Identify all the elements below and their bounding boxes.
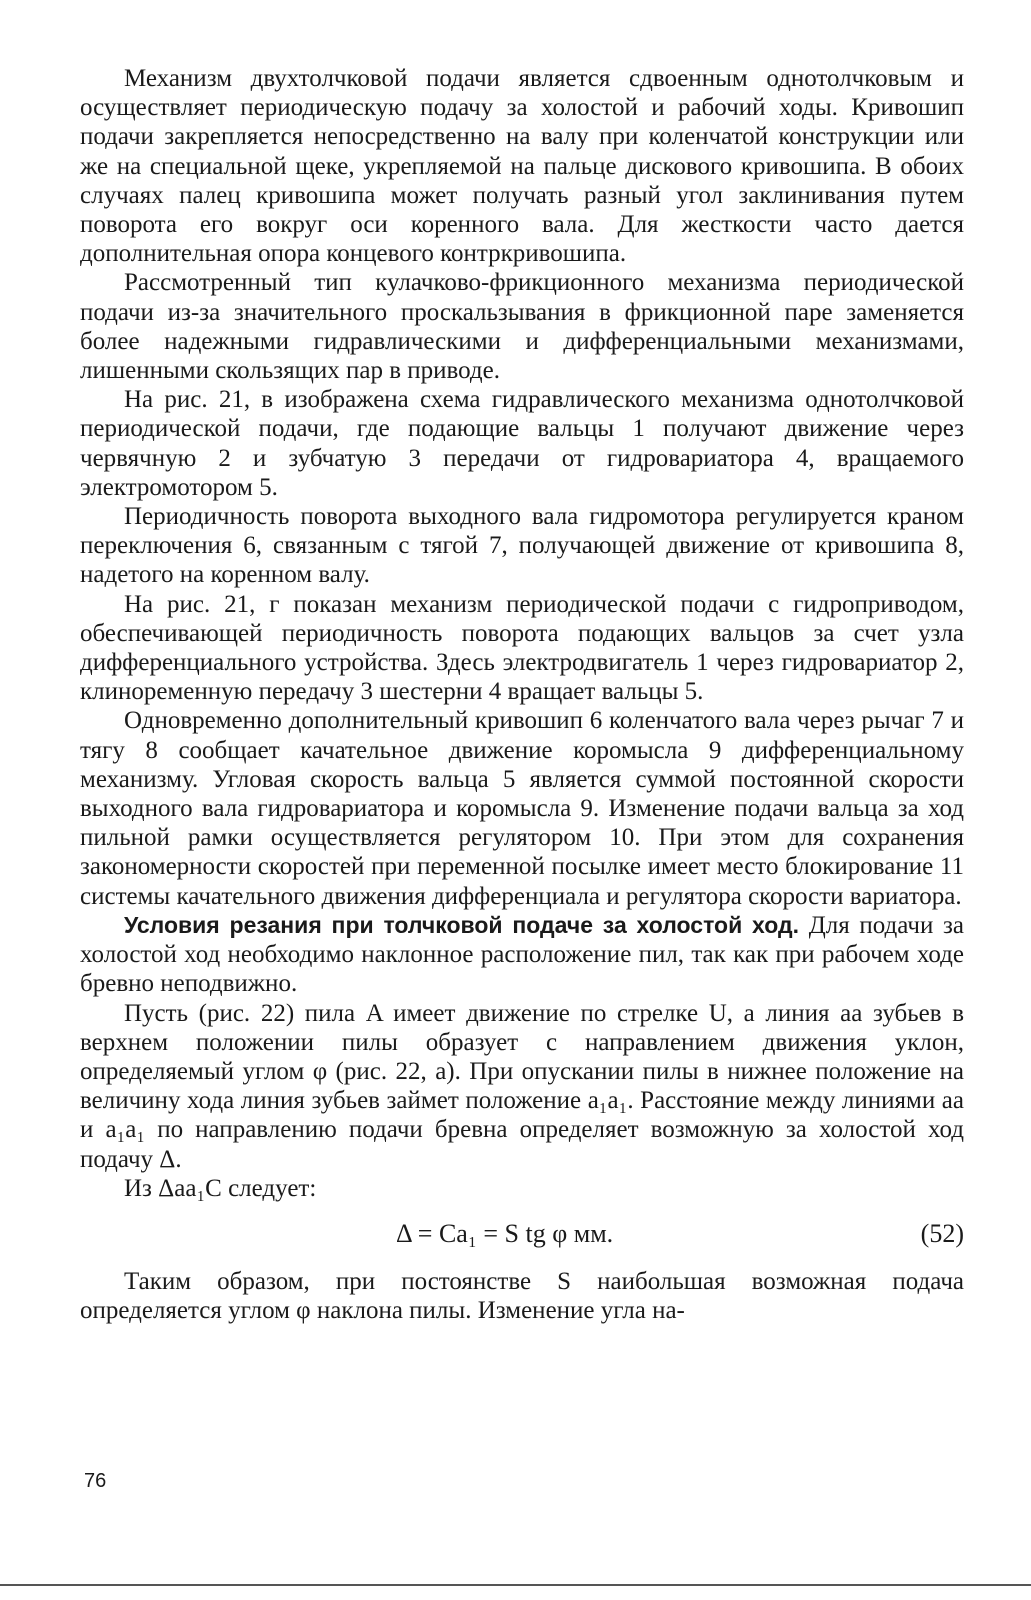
- formula-52: [80, 1209, 964, 1257]
- paragraph-6: Одновременно дополнительный кривошип 6 коленчатого вала через рычаг 7 и тягу 8 сообщает качательное движение коромысла 9 дифференциальному механизму. Угловая скорость вальца 5 является суммой постоянной скорости выходного вала гидровариатора и коромысла 9. Изменение подачи вальца за ход пильной рамки осуществляется регулятором 10. При этом для сохранения закономерности скоростей при переменной посылке имеет место блокирование 11 системы качательного движения дифференциала и регулятора скорости вариатора.: [80, 707, 964, 910]
- paragraph-3: На рис. 21, в изображена схема гидравлического механизма однотолчковой периодической подачи, где подающие вальцы 1 получают движение через червячную 2 и зубчатую 3 передачи от гидровариатора 4, вращаемого электромотором 5.: [80, 386, 964, 501]
- formula-expression: Δ = Ca₁ = S tg φ мм.: [396, 1218, 614, 1248]
- page-number: 76: [84, 1470, 107, 1492]
- paragraph-2: Рассмотренный тип кулачково-фрикционного механизма периодической подачи из-за значительного проскальзывания в фрикционной паре заменяется более надежными гидравлическими и дифференциальными механизмами, лишенными скользящих пар в приводе.: [80, 269, 964, 385]
- paragraph-4: Периодичность поворота выходного вала гидромотора регулируется краном переключения 6, связанным с тягой 7, получающей движение от кривошипа 8, надетого на коренном валу.: [80, 503, 964, 589]
- paragraph-conclusion: Таким образом, при постоянстве S наибольшая возможная подача определяется углом φ наклона пилы. Изменение угла на-: [80, 1267, 964, 1325]
- document-body: [80, 64, 964, 1325]
- bottom-scan-edge: [0, 1584, 1031, 1586]
- section-heading: Условия резания при толчковой подаче за холостой ход.: [124, 911, 800, 938]
- paragraph-5: На рис. 21, г показан механизм периодической подачи с гидроприводом, обеспечивающей периодичность поворота подающих вальцов за счет узла дифференциального устройства. Здесь электродвигатель 1 через гидровариатор 2, клиноременную передачу 3 шестерни 4 вращает вальцы 5.: [80, 590, 964, 706]
- paragraph-cutting-conditions: [80, 911, 964, 999]
- paragraph-from-triangle: Из Δaa₁C следует:: [124, 1174, 317, 1202]
- paragraph-saw-motion: Пусть (рис. 22) пила A имеет движение по стрелке U, а линия aa зубьев в верхнем положении пилы образует с направлением движения уклон, определяемый углом φ (рис. 22, a). При опускании пилы в нижнее положение на величину хода линия зубьев займет положение a₁a₁. Расстояние между линиями aa и a₁a₁ по направлению подачи бревна определяет возможную за холостой ход подачу Δ.: [80, 999, 964, 1173]
- paragraph-1: Механизм двухтолчковой подачи является сдвоенным однотолчковым и осуществляет периодическую подачу за холостой и рабочий ходы. Кривошип подачи закрепляется непосредственно на валу при коленчатой конструкции или же на специальной щеке, укрепляемой на пальце дискового кривошипа. В обоих случаях палец кривошипа может получать разный угол заклинивания путем поворота его вокруг оси коренного вала. Для жесткости часто дается дополнительная опора концевого контркривошипа.: [80, 65, 964, 268]
- section-heading-rest: Для подачи за холостой ход необходимо наклонное расположение пил, так как при рабочем ходе бревно неподвижно.: [80, 911, 964, 998]
- formula-number: (52): [920, 1218, 964, 1248]
